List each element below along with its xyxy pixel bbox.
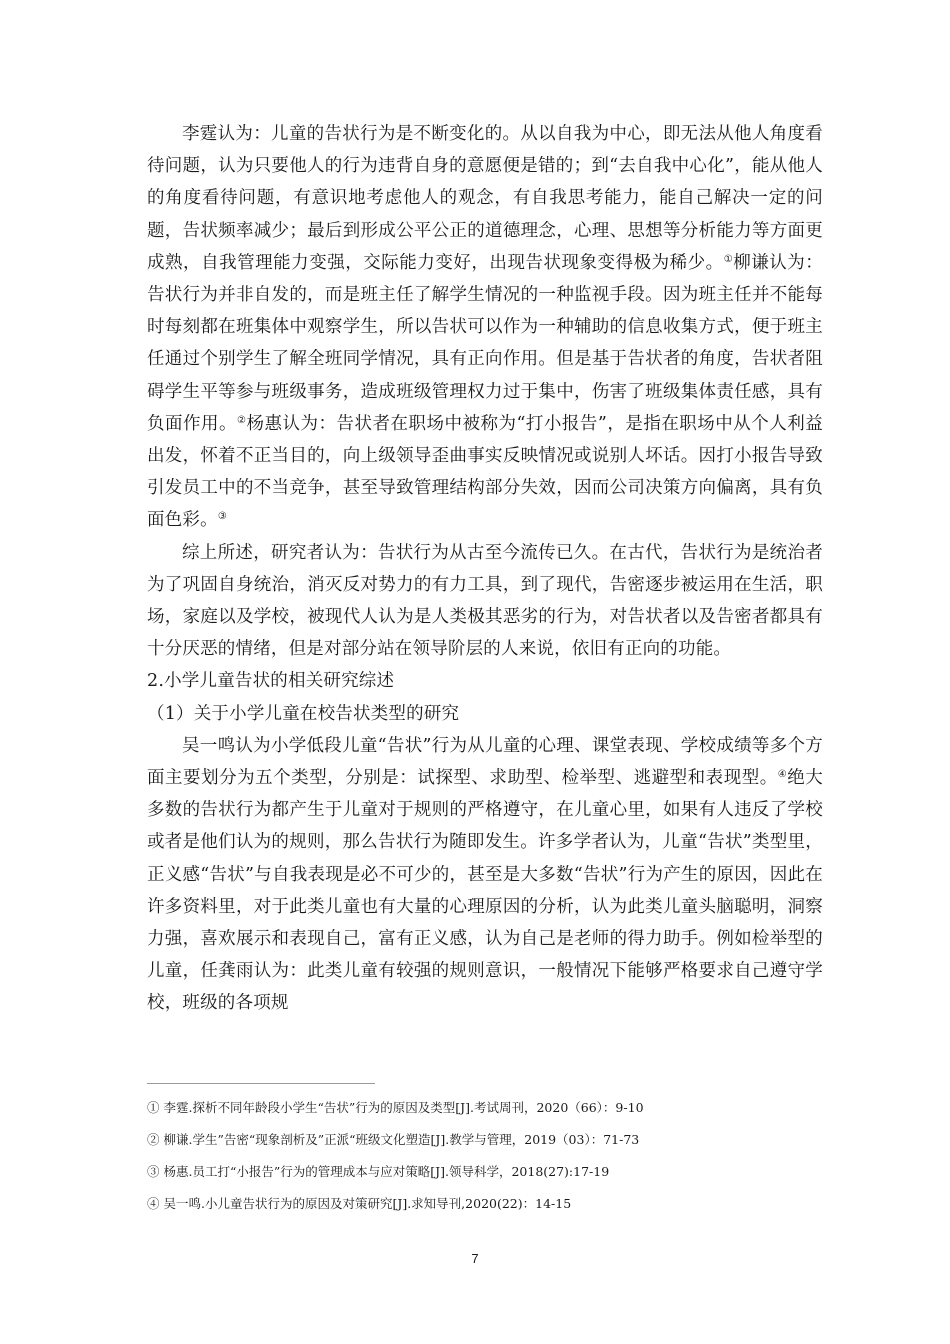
footnote-ref-2: ② [237,414,247,426]
paragraph-text: 李霆认为：儿童的告状行为是不断变化的。从以自我为中心，即无法从他人角度看待问题，认为只要他人的行为违背自身的意愿便是错的；到“去自我中心化”，能从他人的角度看待问题，有意识地考虑他人的观念，有自我思考能力，能自己解决一定的问题，告状频率减少；最后到形成公平公正的道德理念，心理、思想等分析能力等方面更成熟，自我管理能力变强，交际能力变好，出现告状现象变得极为稀少。 [147,124,823,273]
paragraph-text: 吴一鸣认为小学低段儿童“告状”行为从儿童的心理、课堂表现、学校成绩等多个方面主要划分为五个类型，分别是：试探型、求助型、检举型、逃避型和表现型。 [147,735,823,789]
footnote-ref-4: ④ [777,769,788,781]
paragraph-text: 柳谦认为：告状行为并非自发的，而是班主任了解学生情况的一种监视手段。因为班主任并不能每时每刻都在班集体中观察学生，所以告状可以作为一种辅助的信息收集方式，便于班主任通过个别学生了解全班同学情况，具有正向作用。但是基于告状者的角度，告状者阻碍学生平等参与班级事务，造成班级管理权力过于集中，伤害了班级集体责任感，具有负面作用。 [147,252,824,434]
paragraph-views-summary [147,118,823,537]
footnote-3: ③ 杨惠.员工打“小报告”行为的管理成本与应对策略[J].领导科学，2018(27):17-19 [147,1164,610,1179]
paragraph-types [147,730,823,1020]
page-number: 7 [471,1251,479,1266]
footnote-4: ④ 吴一鸣.小儿童告状行为的原因及对策研究[J].求知导刊,2020(22)：14-15 [147,1196,572,1211]
footnote-ref-3: ③ [217,511,227,523]
footnote-divider [147,1083,375,1084]
paragraph-text: 绝大多数的告状行为都产生于儿童对于规则的严格遵守，在儿童心里，如果有人违反了学校或者是他们认为的规则，那么告状行为随即发生。许多学者认为，儿童“告状”类型里，正义感“告状”与自我表现是必不可少的，甚至是大多数“告状”行为产生的原因，因此在许多资料里，对于此类儿童也有大量的心理原因的分析，认为此类儿童头脑聪明，洞察力强，喜欢展示和表现自己，富有正义感，认为自己是老师的得力助手。例如检举型的儿童，任龚雨认为：此类儿童有较强的规则意识，一般情况下能够严格要求自己遵守学校，班级的各项规 [147,768,824,1014]
footnote-1: ① 李霆.探析不同年龄段小学生“告状”行为的原因及类型[J].考试周刊，2020（66）：9-10 [147,1100,644,1115]
footnote-ref-1: ① [723,253,734,265]
paragraph-conclusion: 综上所述，研究者认为：告状行为从古至今流传已久。在古代，告状行为是统治者为了巩固自身统治，消灭反对势力的有力工具，到了现代，告密逐步被运用在生活，职场，家庭以及学校，被现代人认为是人类极其恶劣的行为，对告状者以及告密者都具有十分厌恶的情绪，但是对部分站在领导阶层的人来说，依旧有正向的功能。 [147,542,823,660]
body-text [147,118,823,1020]
footnote-2: ② 柳谦.学生”告密“现象剖析及”正派“班级文化塑造[J].教学与管理，2019（03）：71-73 [147,1132,640,1147]
paragraph-text: 杨惠认为：告状者在职场中被称为“打小报告”，是指在职场中从个人利益出发，怀着不正当目的，向上级领导歪曲事实反映情况或说别人坏话。因打小报告导致引发员工中的不当竞争，甚至导致管理结构部分失效，因而公司决策方向偏离，具有负面色彩。 [147,413,823,531]
footnotes [147,1100,847,1228]
subsection-heading: （1）关于小学儿童在校告状类型的研究 [147,703,460,724]
section-heading: 2.小学儿童告状的相关研究综述 [147,671,395,692]
